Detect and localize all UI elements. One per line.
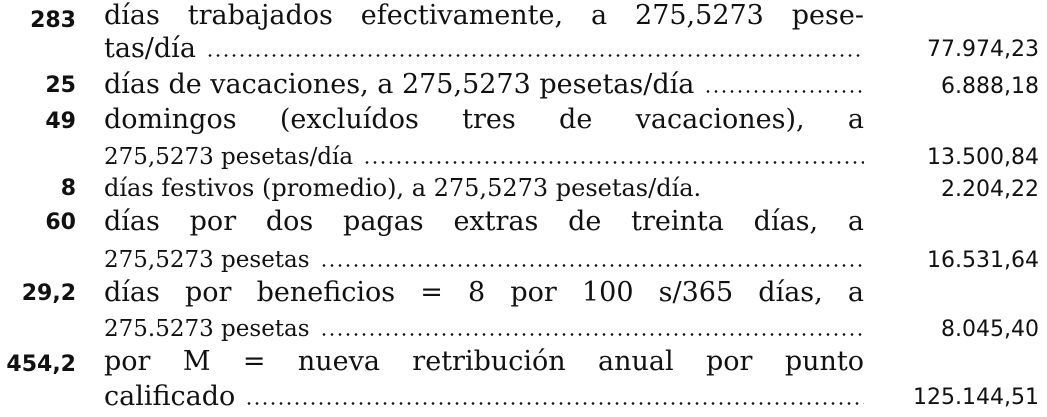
days-count: 8 <box>60 176 76 201</box>
days-count: 454,2 <box>6 352 76 377</box>
amount: 77.974,23 <box>927 37 1039 62</box>
concept-text: 275,5273 pesetas <box>104 247 310 273</box>
concept-line: días por beneficios = 8 por 100 s/365 días, a <box>104 277 864 308</box>
concept-text: días de vacaciones, a 275,5273 pesetas/día <box>104 69 695 100</box>
days-count: 49 <box>45 109 76 134</box>
concept-line <box>104 244 864 276</box>
concept-line: días trabajados efectivamente, a 275,5273 pese- <box>104 0 864 31</box>
amount: 125.144,51 <box>913 385 1039 410</box>
concept-line: días por dos pagas extras de treinta días, a <box>104 206 864 237</box>
concept-text: calificado <box>104 381 236 412</box>
concept-line: días festivos (promedio), a 275,5273 pesetas/día. <box>104 174 702 202</box>
concept-text: 275,5273 pesetas/día <box>104 144 354 170</box>
concept-text: tas/día <box>104 33 196 64</box>
amount: 13.500,84 <box>927 145 1039 170</box>
days-count: 283 <box>30 8 76 33</box>
concept-line: domingos (excluídos tres de vacaciones), a <box>104 104 864 135</box>
concept-line <box>104 69 864 101</box>
amount: 16.531,64 <box>927 248 1039 273</box>
concept-text: 275.5273 pesetas <box>104 316 310 342</box>
amount: 8.045,40 <box>941 317 1039 342</box>
days-count: 29,2 <box>21 281 76 306</box>
days-count: 25 <box>45 73 76 98</box>
dot-leader <box>320 264 864 267</box>
concept-line <box>104 141 864 173</box>
concept-line <box>104 313 864 345</box>
dot-leader <box>245 402 864 405</box>
concept-line <box>104 33 864 65</box>
dot-leader <box>320 333 864 336</box>
dot-leader <box>704 90 864 93</box>
concept-line: por M = nueva retribución anual por punto <box>104 346 864 377</box>
amount: 6.888,18 <box>941 74 1039 99</box>
dot-leader <box>206 54 864 57</box>
concept-line <box>104 381 864 413</box>
amount: 2.204,22 <box>941 177 1039 202</box>
days-count: 60 <box>45 210 76 235</box>
dot-leader <box>363 161 864 164</box>
